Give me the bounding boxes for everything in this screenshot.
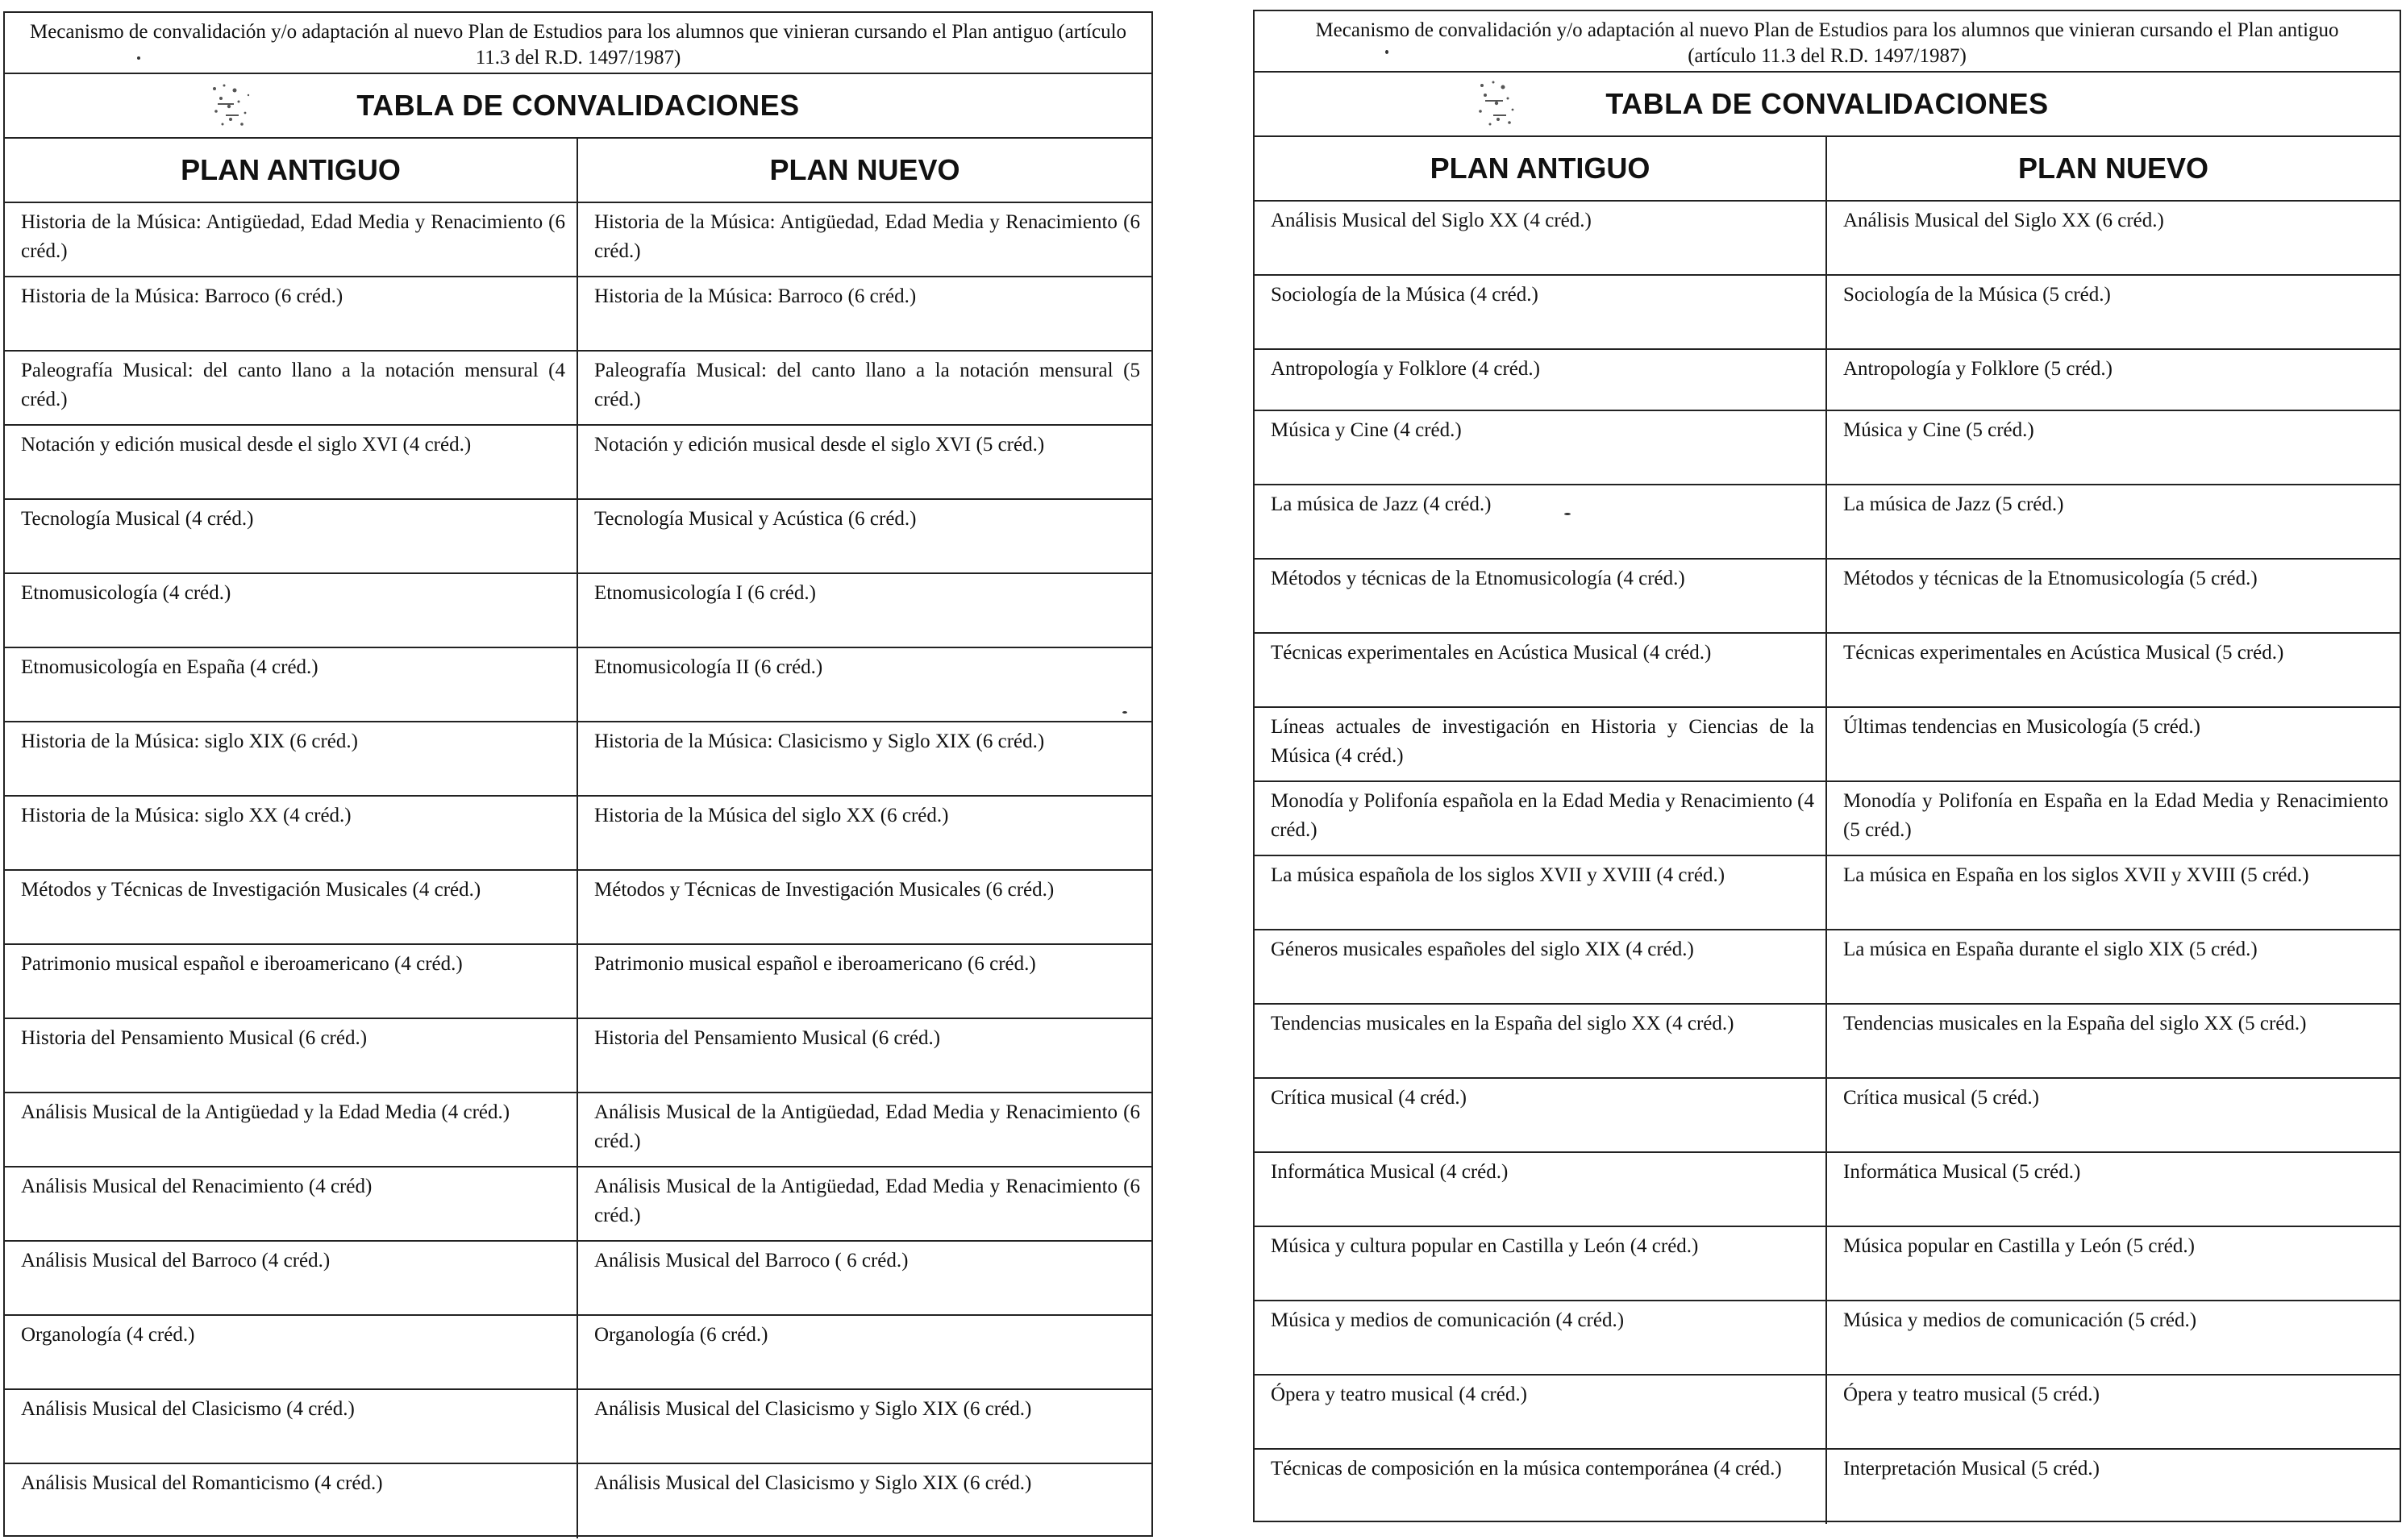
table-row <box>5 1093 1151 1167</box>
table-row <box>1255 930 2400 1005</box>
table-row <box>5 648 1151 722</box>
cell-new: Informática Musical (5 créd.) <box>1843 1161 2081 1183</box>
cell-new: Análisis Musical del Clasicismo y Siglo XIX (6 créd.) <box>594 1398 1032 1420</box>
table-row <box>5 1390 1151 1464</box>
cell-old: Géneros musicales españoles del siglo XIX (4 créd.) <box>1255 930 1827 1003</box>
table-row <box>1255 202 2400 276</box>
table-row <box>1255 856 2400 930</box>
cell-old: Análisis Musical del Renacimiento (4 créd) <box>5 1167 578 1240</box>
cell-new: Historia de la Música: Barroco (6 créd.) <box>594 285 917 307</box>
cell-new: Historia de la Música del siglo XX (6 créd.) <box>594 805 949 826</box>
table-row <box>5 871 1151 945</box>
cell-new: Música y medios de comunicación (5 créd.) <box>1843 1309 2197 1331</box>
intro-text: Mecanismo de convalidación y/o adaptación al nuevo Plan de Estudios para los alumnos que vinieran cursando el Plan antiguo (artículo 11.3 del R.D. 1497/1987) <box>5 13 1151 74</box>
col-head-new: PLAN NUEVO <box>769 153 960 186</box>
cell-old: Organología (4 créd.) <box>5 1316 578 1388</box>
table-title <box>1255 73 2400 137</box>
cell-new: Historia del Pensamiento Musical (6 créd.) <box>594 1027 941 1049</box>
table-row <box>1255 1153 2400 1227</box>
cell-new: Crítica musical (5 créd.) <box>1843 1087 2039 1109</box>
table-row <box>5 1019 1151 1093</box>
table-row <box>1255 1376 2400 1450</box>
cell-new: Paleografía Musical: del canto llano a la notación mensural (5 créd.) <box>594 360 1140 410</box>
cell-new: Música y Cine (5 créd.) <box>1843 419 2034 441</box>
cell-new: Música popular en Castilla y León (5 créd.) <box>1843 1235 2195 1257</box>
table-row <box>5 1464 1151 1538</box>
cell-new: Últimas tendencias en Musicología (5 créd.) <box>1843 716 2200 738</box>
table-row <box>1255 1005 2400 1079</box>
cell-old: Etnomusicología (4 créd.) <box>5 574 578 647</box>
table-row <box>5 1316 1151 1390</box>
cell-new: Organología (6 créd.) <box>594 1324 768 1346</box>
cell-old: Análisis Musical del Barroco (4 créd.) <box>5 1242 578 1314</box>
cell-new: Análisis Musical del Clasicismo y Siglo XIX (6 créd.) <box>594 1472 1032 1494</box>
table-row <box>5 945 1151 1019</box>
cell-new: Métodos y Técnicas de Investigación Musicales (6 créd.) <box>594 879 1055 901</box>
col-head-new: PLAN NUEVO <box>2017 152 2209 185</box>
cell-old: Tecnología Musical (4 créd.) <box>5 500 578 572</box>
table-row <box>5 500 1151 574</box>
cell-new: Análisis Musical del Barroco ( 6 créd.) <box>594 1250 909 1272</box>
cell-old: Antropología y Folklore (4 créd.) <box>1255 350 1827 410</box>
cell-new: La música en España en los siglos XVII y XVIII (5 créd.) <box>1843 864 2309 886</box>
stamp-smudge-icon <box>206 79 263 131</box>
cell-old: Tendencias musicales en la España del siglo XX (4 créd.) <box>1255 1005 1827 1077</box>
cell-new: La música en España durante el siglo XIX (5 créd.) <box>1843 939 2258 960</box>
cell-new: Ópera y teatro musical (5 créd.) <box>1843 1384 2100 1405</box>
cell-old: Análisis Musical de la Antigüedad y la Edad Media (4 créd.) <box>5 1093 578 1166</box>
cell-old: Ópera y teatro musical (4 créd.) <box>1255 1376 1827 1448</box>
cell-new: Historia de la Música: Antigüedad, Edad Media y Renacimiento (6 créd.) <box>594 211 1140 262</box>
left-page <box>3 11 1153 1537</box>
table-row <box>5 277 1151 352</box>
table-row <box>1255 708 2400 782</box>
scan-speck <box>1385 50 1388 54</box>
cell-old: Métodos y técnicas de la Etnomusicología (4 créd.) <box>1255 560 1827 632</box>
cell-old: La música española de los siglos XVII y XVIII (4 créd.) <box>1255 856 1827 929</box>
cell-old: Música y medios de comunicación (4 créd.) <box>1255 1301 1827 1374</box>
table-row <box>1255 782 2400 856</box>
intro-text: Mecanismo de convalidación y/o adaptación al nuevo Plan de Estudios para los alumnos que vinieran cursando el Plan antiguo (artículo 11.3 del R.D. 1497/1987) <box>1255 11 2400 73</box>
cell-new: Tecnología Musical y Acústica (6 créd.) <box>594 508 917 530</box>
right-table-body <box>1255 202 2400 1524</box>
cell-old: Análisis Musical del Clasicismo (4 créd.) <box>5 1390 578 1463</box>
table-row <box>1255 1301 2400 1376</box>
cell-old: Historia de la Música: Barroco (6 créd.) <box>5 277 578 350</box>
cell-new: Historia de la Música: Clasicismo y Siglo XIX (6 créd.) <box>594 730 1045 752</box>
cell-old: Técnicas de composición en la música contemporánea (4 créd.) <box>1255 1450 1827 1524</box>
cell-new: Monodía y Polifonía en España en la Edad Media y Renacimiento (5 créd.) <box>1843 790 2388 841</box>
table-title-text: TABLA DE CONVALIDACIONES <box>1605 87 2049 120</box>
cell-old: Historia de la Música: siglo XIX (6 créd.) <box>5 722 578 795</box>
table-row <box>5 352 1151 426</box>
table-row <box>1255 411 2400 485</box>
table-title <box>5 74 1151 139</box>
table-row <box>1255 1450 2400 1524</box>
cell-old: Música y Cine (4 créd.) <box>1255 411 1827 484</box>
cell-old: La música de Jazz (4 créd.) <box>1255 485 1827 558</box>
cell-new: Interpretación Musical (5 créd.) <box>1843 1458 2100 1480</box>
table-row <box>1255 1227 2400 1301</box>
table-row <box>1255 634 2400 708</box>
cell-new: Análisis Musical de la Antigüedad, Edad Media y Renacimiento (6 créd.) <box>594 1176 1140 1226</box>
cell-old: Etnomusicología en España (4 créd.) <box>5 648 578 721</box>
cell-old: Historia del Pensamiento Musical (6 créd.) <box>5 1019 578 1092</box>
col-head-old: PLAN ANTIGUO <box>5 139 578 202</box>
scan-speck <box>1122 711 1127 714</box>
table-row <box>5 426 1151 500</box>
table-row <box>1255 560 2400 634</box>
cell-old: Patrimonio musical español e iberoamericano (4 créd.) <box>5 945 578 1018</box>
cell-old: Música y cultura popular en Castilla y León (4 créd.) <box>1255 1227 1827 1300</box>
cell-old: Técnicas experimentales en Acústica Musical (4 créd.) <box>1255 634 1827 706</box>
cell-new: La música de Jazz (5 créd.) <box>1843 493 2064 515</box>
scan-speck <box>137 56 140 60</box>
column-headers <box>1255 137 2400 202</box>
table-row <box>5 1242 1151 1316</box>
table-row <box>1255 1079 2400 1153</box>
table-row <box>5 203 1151 277</box>
table-row <box>5 1167 1151 1242</box>
table-row <box>5 574 1151 648</box>
cell-new: Técnicas experimentales en Acústica Musical (5 créd.) <box>1843 642 2284 664</box>
scan-speck <box>1564 513 1571 515</box>
cell-new: Etnomusicología I (6 créd.) <box>594 582 816 604</box>
cell-old: Sociología de la Música (4 créd.) <box>1255 276 1827 348</box>
cell-old: Crítica musical (4 créd.) <box>1255 1079 1827 1151</box>
cell-new: Etnomusicología II (6 créd.) <box>594 656 823 678</box>
table-row <box>5 797 1151 871</box>
table-row <box>1255 485 2400 560</box>
table-row <box>1255 350 2400 411</box>
cell-old: Líneas actuales de investigación en Historia y Ciencias de la Música (4 créd.) <box>1255 708 1827 780</box>
cell-new: Patrimonio musical español e iberoamericano (6 créd.) <box>594 953 1036 975</box>
cell-old: Informática Musical (4 créd.) <box>1255 1153 1827 1226</box>
cell-old: Análisis Musical del Romanticismo (4 créd.) <box>5 1464 578 1538</box>
cell-old: Notación y edición musical desde el siglo XVI (4 créd.) <box>5 426 578 498</box>
cell-new: Análisis Musical de la Antigüedad, Edad Media y Renacimiento (6 créd.) <box>594 1101 1140 1152</box>
cell-old: Métodos y Técnicas de Investigación Musicales (4 créd.) <box>5 871 578 943</box>
table-row <box>1255 276 2400 350</box>
cell-new: Sociología de la Música (5 créd.) <box>1843 284 2111 306</box>
cell-old: Análisis Musical del Siglo XX (4 créd.) <box>1255 202 1827 274</box>
cell-old: Historia de la Música: siglo XX (4 créd.) <box>5 797 578 869</box>
stamp-smudge-icon <box>1472 77 1529 129</box>
col-head-old: PLAN ANTIGUO <box>1255 137 1827 200</box>
cell-old: Paleografía Musical: del canto llano a la notación mensural (4 créd.) <box>5 352 578 424</box>
left-table-body <box>5 203 1151 1538</box>
cell-new: Tendencias musicales en la España del siglo XX (5 créd.) <box>1843 1013 2307 1034</box>
cell-old: Monodía y Polifonía española en la Edad Media y Renacimiento (4 créd.) <box>1255 782 1827 855</box>
cell-old: Historia de la Música: Antigüedad, Edad Media y Renacimiento (6 créd.) <box>5 203 578 276</box>
cell-new: Análisis Musical del Siglo XX (6 créd.) <box>1843 210 2164 231</box>
cell-new: Antropología y Folklore (5 créd.) <box>1843 358 2113 380</box>
cell-new: Notación y edición musical desde el siglo XVI (5 créd.) <box>594 434 1045 456</box>
right-page <box>1253 10 2401 1522</box>
column-headers <box>5 139 1151 203</box>
cell-new: Métodos y técnicas de la Etnomusicología (5 créd.) <box>1843 568 2258 589</box>
table-title-text: TABLA DE CONVALIDACIONES <box>356 89 800 122</box>
table-row <box>5 722 1151 797</box>
